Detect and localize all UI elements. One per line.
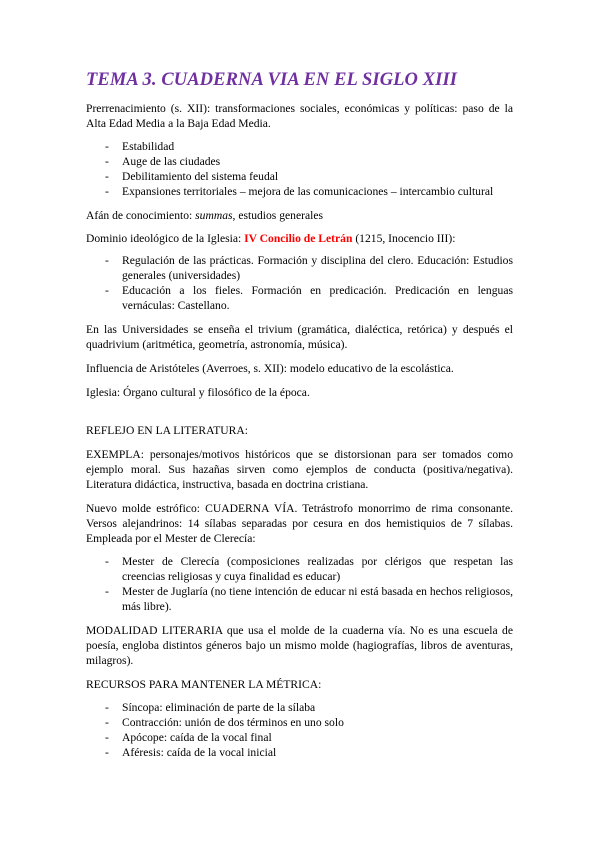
- universidades-paragraph: En las Universidades se enseña el trivium (gramática, dialéctica, retórica) y después el quadrivium (aritmética, geometría, astronomía, música).: [86, 323, 513, 351]
- list-item: - Auge de las ciudades: [105, 154, 513, 169]
- list-item: - Estabilidad: [105, 139, 513, 154]
- influencia-paragraph: Influencia de Aristóteles (Averroes, s. XII): modelo educativo de la escolástica.: [86, 362, 454, 375]
- list-item: - Apócope: caída de la vocal final: [105, 730, 513, 745]
- intro-paragraph: Prerrenacimiento (s. XII): transformaciones sociales, económicas y políticas: paso de la Alta Edad Media a la Baja Edad Media.: [86, 102, 513, 130]
- list-dominio: [86, 253, 513, 313]
- section-heading-recursos: RECURSOS PARA MANTENER LA MÉTRICA:: [86, 678, 322, 691]
- page-title: TEMA 3. CUADERNA VIA EN EL SIGLO XIII: [86, 70, 458, 90]
- list-mester: [86, 554, 513, 614]
- list-item: - Educación a los fieles. Formación en predicación. Predicación en lenguas vernáculas: Castellano.: [105, 283, 513, 313]
- list-item: - Contracción: unión de dos términos en uno solo: [105, 715, 513, 730]
- list-item: - Mester de Juglaría (no tiene intención de educar ni está basada en hechos religiosos, más libre).: [105, 584, 513, 614]
- list-item: - Regulación de las prácticas. Formación y disciplina del clero. Educación: Estudios generales (universidades): [105, 253, 513, 283]
- list-item: - Aféresis: caída de la vocal inicial: [105, 745, 513, 760]
- molde-paragraph: Nuevo molde estrófico: CUADERNA VÍA. Tetrástrofo monorrimo de rima consonante. Versos alejandrinos: 14 sílabas separadas por cesura en dos hemistiquios de 7 sílabas. Empleada por el Mester de Clerecía:: [86, 502, 513, 545]
- exempla-paragraph: EXEMPLA: personajes/motivos históricos que se distorsionan para ser tomados como ejemplo moral. Sus hazañas sirven como ejemplos de conducta (positiva/negativa). Literatura didáctica, instructiva, basada en doctrina cristiana.: [86, 448, 513, 491]
- list-item: - Mester de Clerecía (composiciones realizadas por clérigos que respetan las creencias religiosas y cuya finalidad es educar): [105, 554, 513, 584]
- dominio-pre: Dominio ideológico de la Iglesia:: [86, 232, 245, 245]
- list-item: - Expansiones territoriales – mejora de las comunicaciones – intercambio cultural: [105, 184, 513, 199]
- afan-pre: Afán de conocimiento:: [86, 209, 196, 222]
- dominio-paragraph: [86, 231, 513, 246]
- dominio-post: (1215, Inocencio III):: [352, 232, 456, 245]
- list-item: - Debilitamiento del sistema feudal: [105, 169, 513, 184]
- afan-post: , estudios generales: [232, 209, 323, 222]
- list-changes: [86, 139, 513, 199]
- modalidad-paragraph: MODALIDAD LITERARIA que usa el molde de la cuaderna vía. No es una escuela de poesía, engloba distintos géneros bajo un mismo molde (hagiografías, libros de aventuras, milagros).: [86, 624, 513, 667]
- list-recursos: [86, 700, 513, 760]
- afan-paragraph: [86, 208, 513, 223]
- spacer: [86, 409, 513, 423]
- iglesia-paragraph: Iglesia: Órgano cultural y filosófico de la época.: [86, 386, 310, 399]
- section-heading-reflejo: REFLEJO EN LA LITERATURA:: [86, 424, 248, 437]
- afan-summas: summas: [195, 209, 233, 222]
- concilio-highlight: IV Concilio de Letrán: [244, 232, 353, 245]
- list-item: - Síncopa: eliminación de parte de la sílaba: [105, 700, 513, 715]
